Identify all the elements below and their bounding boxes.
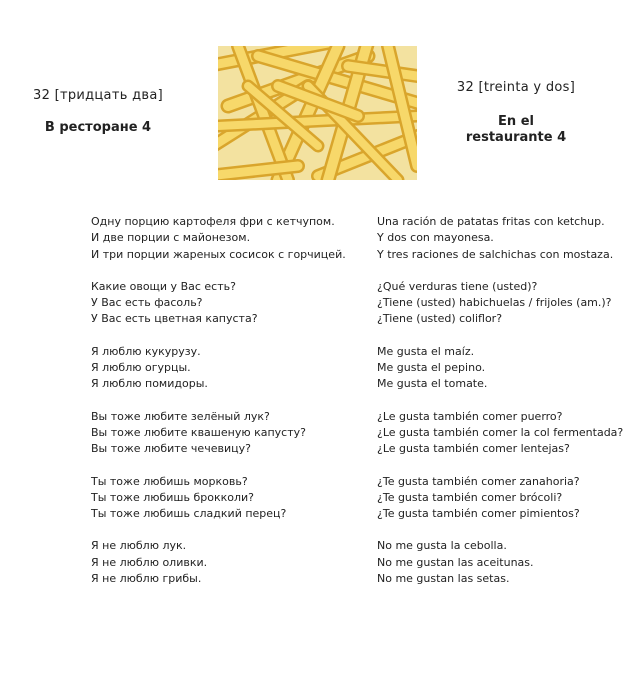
phrase-row: [91, 506, 631, 522]
lesson-title-russian: В ресторане 4: [44, 120, 152, 135]
phrase-spanish: No me gustan las aceitunas.: [377, 555, 534, 569]
phrase-russian: И две порции с майонезом.: [91, 231, 251, 245]
phrase-russian: Вы тоже любите зелёный лук?: [91, 409, 270, 423]
phrase-russian: Я не люблю грибы.: [91, 572, 202, 586]
phrase-russian: У Вас есть цветная капуста?: [91, 312, 258, 326]
phrase-row: [91, 490, 631, 506]
phrase-row: [91, 409, 631, 425]
phrase-row: [91, 295, 631, 311]
phrase-spanish: ¿Le gusta también comer puerro?: [377, 409, 563, 423]
phrase-row: [91, 230, 631, 246]
phrase-row: [91, 214, 631, 230]
phrase-spanish: Y tres raciones de salchichas con mostaza.: [377, 247, 614, 261]
phrase-russian: Я люблю помидоры.: [91, 377, 208, 391]
phrase-spanish: Y dos con mayonesa.: [377, 231, 494, 245]
lesson-header-spanish: [418, 80, 614, 146]
phrase-spanish: ¿Qué verduras tiene (usted)?: [377, 279, 538, 293]
phrase-spanish: ¿Le gusta también comer lentejas?: [377, 442, 570, 456]
phrase-group: [91, 538, 631, 587]
phrase-row: [91, 247, 631, 263]
phrase-group: [91, 344, 631, 393]
phrase-russian: Я люблю кукурузу.: [91, 344, 201, 358]
phrase-group: [91, 474, 631, 523]
phrase-row: [91, 360, 631, 376]
phrase-row: [91, 441, 631, 457]
phrase-group: [91, 214, 631, 263]
phrase-group: [91, 409, 631, 458]
phrase-russian: Я люблю огурцы.: [91, 361, 191, 375]
phrase-spanish: Me gusta el pepino.: [377, 361, 486, 375]
phrase-spanish: ¿Le gusta también comer la col fermentada?: [377, 425, 624, 439]
phrase-row: [91, 311, 631, 327]
phrase-row: [91, 474, 631, 490]
phrase-spanish: Me gusta el maíz.: [377, 344, 475, 358]
french-fries-image: [218, 46, 417, 180]
lesson-header-russian: [0, 88, 196, 136]
lesson-title-spanish-line2: restaurante 4: [465, 130, 567, 145]
phrase-spanish: ¿Te gusta también comer zanahoria?: [377, 474, 580, 488]
phrase-spanish: ¿Te gusta también comer brócoli?: [377, 490, 563, 504]
phrase-spanish: ¿Tiene (usted) coliflor?: [377, 312, 503, 326]
phrase-spanish: Una ración de patatas fritas con ketchup.: [377, 215, 605, 228]
phrase-row: [91, 425, 631, 441]
phrase-russian: У Вас есть фасоль?: [91, 296, 203, 310]
phrase-group: [91, 279, 631, 328]
phrase-spanish: ¿Tiene (usted) habichuelas / frijoles (am.)?: [377, 296, 612, 310]
phrase-russian: Я не люблю оливки.: [91, 555, 208, 569]
phrase-russian: Ты тоже любишь морковь?: [91, 474, 248, 488]
phrase-russian: Одну порцию картофеля фри с кетчупом.: [91, 215, 335, 228]
phrase-russian: И три порции жареных сосисок с горчицей.: [91, 247, 346, 261]
lesson-title-spanish: [418, 114, 614, 146]
phrase-russian: Ты тоже любишь сладкий перец?: [91, 507, 287, 521]
phrase-russian: Какие овощи у Вас есть?: [91, 279, 236, 293]
phrase-spanish: No me gustan las setas.: [377, 572, 510, 586]
phrase-row: [91, 376, 631, 392]
phrase-russian: Вы тоже любите квашеную капусту?: [91, 425, 306, 439]
lesson-title-spanish-line1: En el: [498, 114, 534, 129]
phrase-spanish: ¿Te gusta también comer pimientos?: [377, 507, 580, 521]
lesson-number-russian: 32 [тридцать два]: [33, 88, 163, 103]
phrase-row: [91, 555, 631, 571]
phrase-spanish: No me gusta la cebolla.: [377, 539, 507, 553]
phrase-russian: Вы тоже любите чечевицу?: [91, 442, 251, 456]
phrase-list: [91, 214, 631, 603]
phrase-row: [91, 279, 631, 295]
phrase-spanish: Me gusta el tomate.: [377, 377, 488, 391]
phrase-russian: Я не люблю лук.: [91, 539, 187, 553]
phrase-row: [91, 571, 631, 587]
phrase-row: [91, 538, 631, 554]
lesson-number-spanish: 32 [treinta y dos]: [456, 80, 576, 95]
phrase-russian: Ты тоже любишь брокколи?: [91, 490, 255, 504]
phrase-row: [91, 344, 631, 360]
